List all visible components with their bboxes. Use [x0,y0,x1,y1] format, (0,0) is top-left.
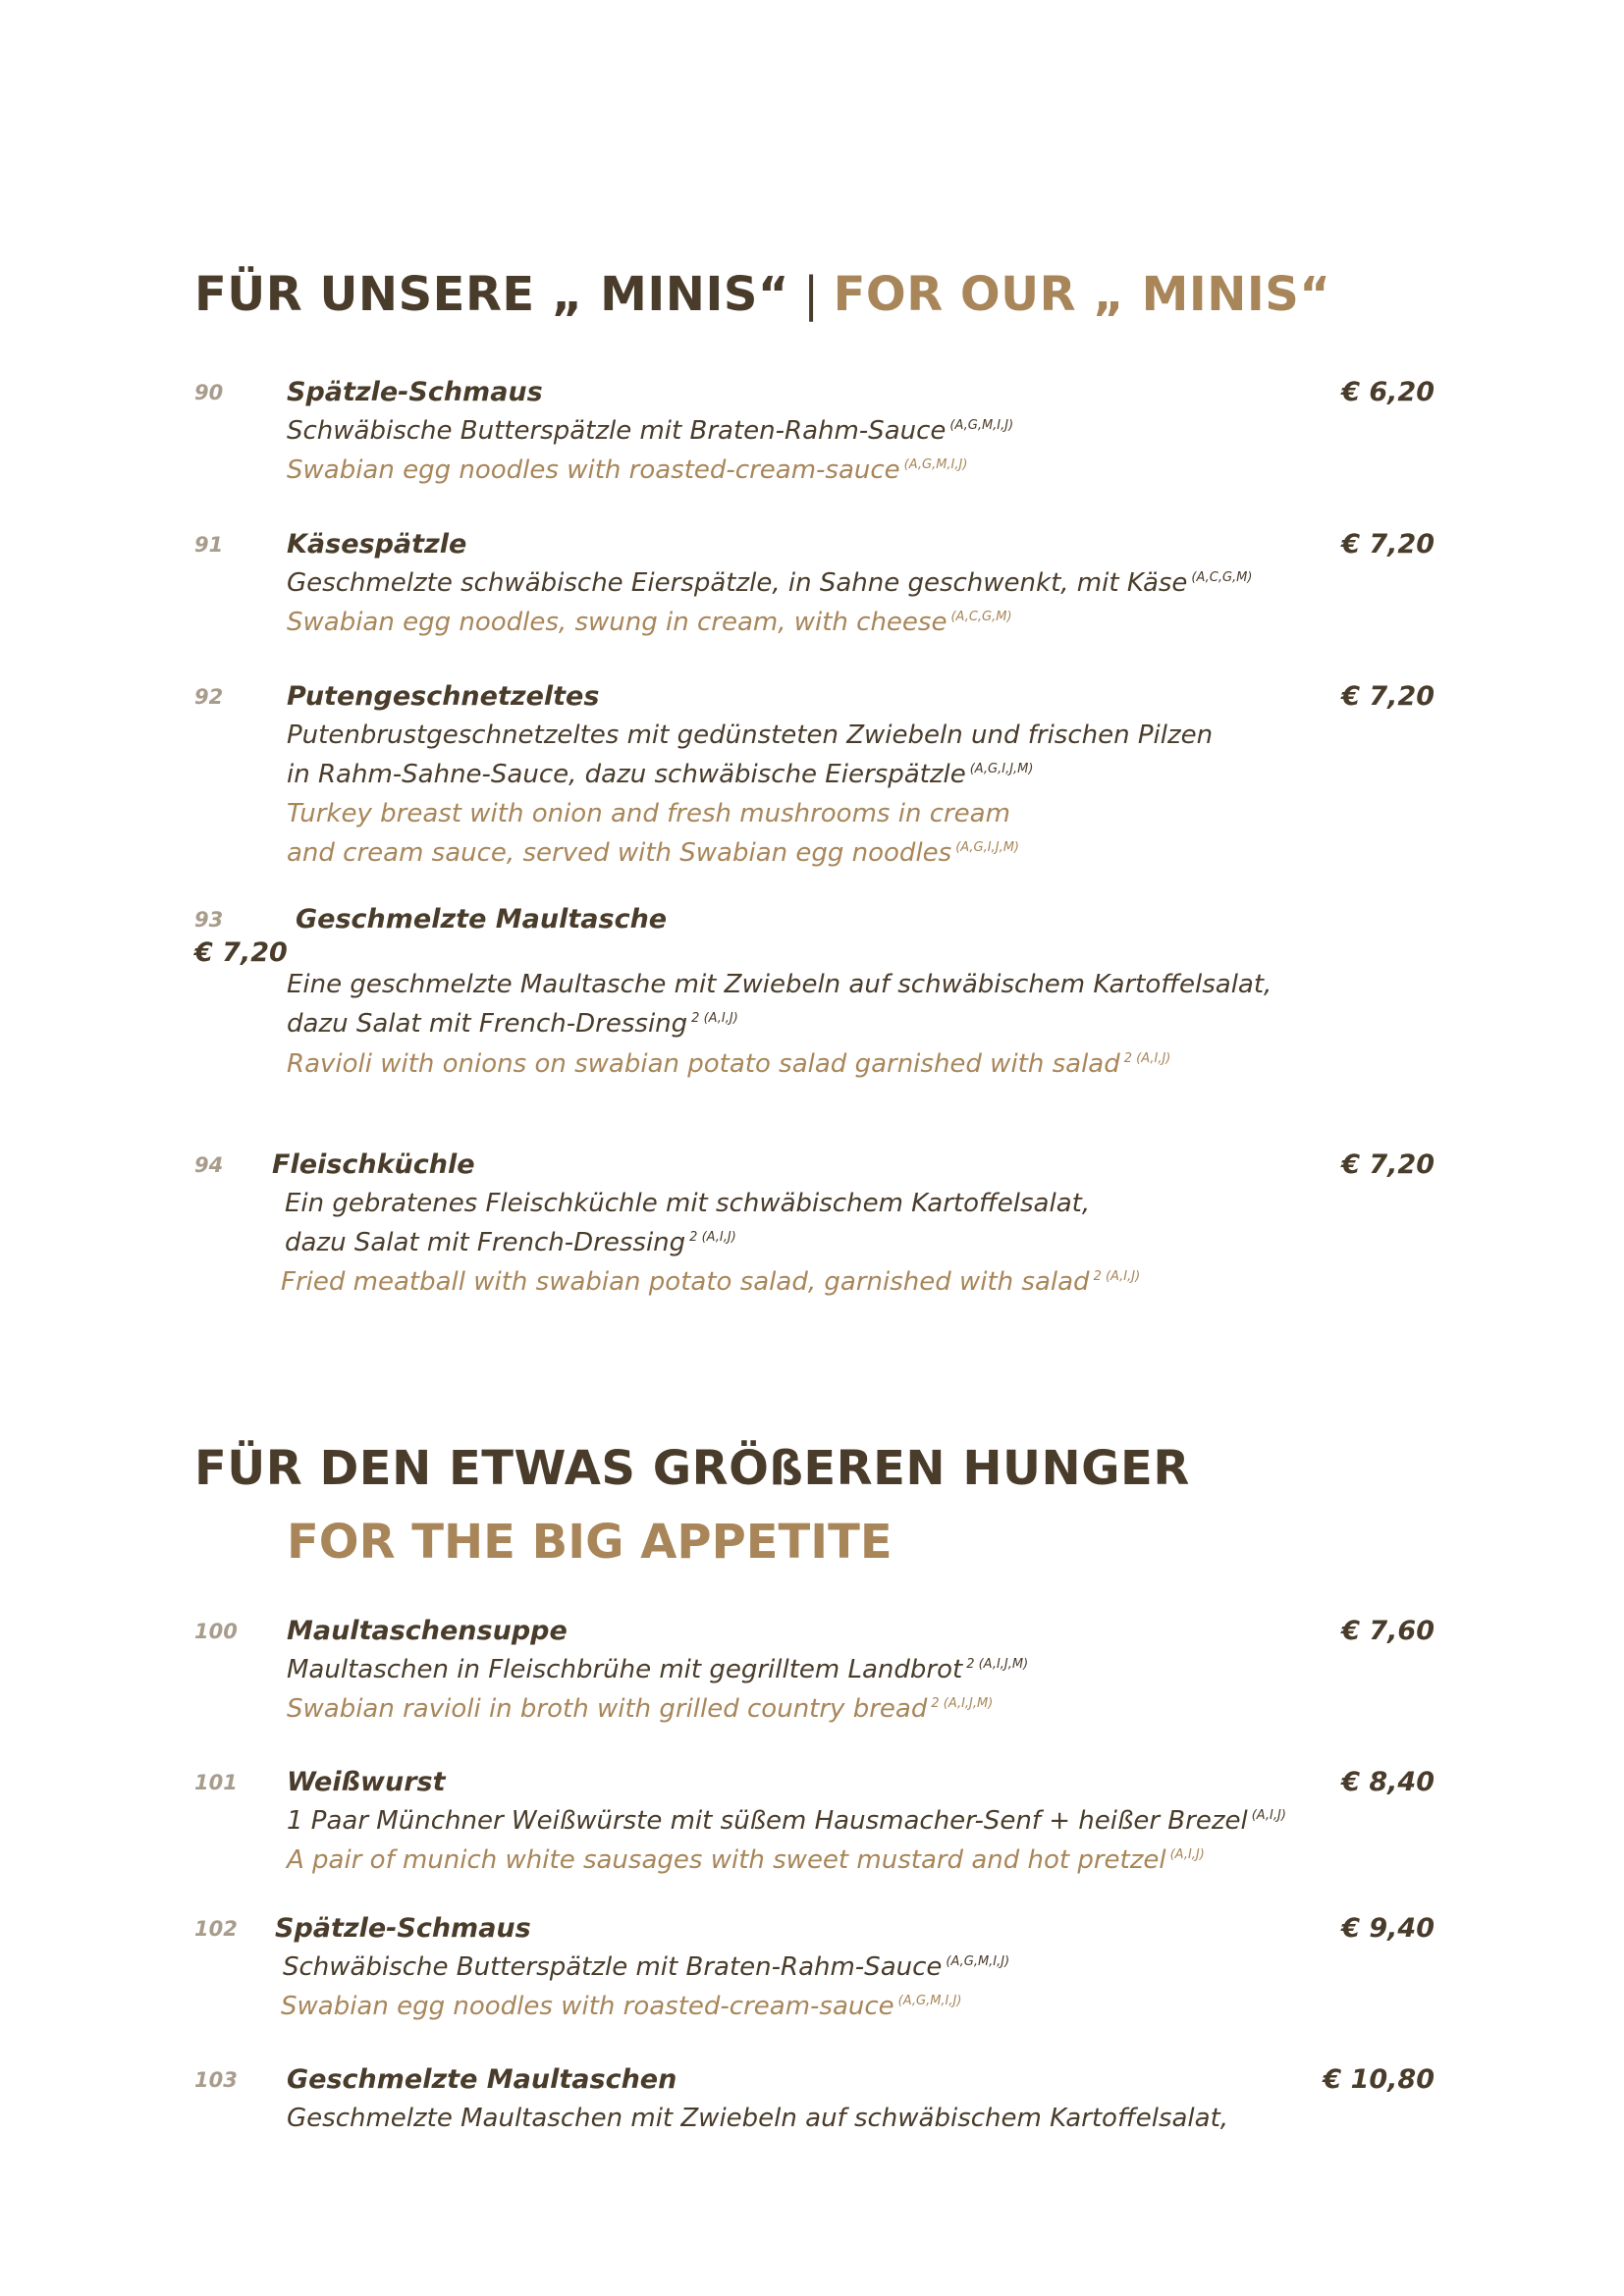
section-title-en: FOR THE BIG APPETITE [287,1515,893,1570]
item-price: € 7,20 [194,937,288,968]
section-title-de: FÜR DEN ETWAS GRÖßEREN HUNGER [194,1441,1190,1496]
item-number: 100 [194,1620,238,1643]
item-title: Spätzle-Schmaus [287,377,543,407]
item-number: 91 [194,533,224,557]
item-description-en: Swabian egg noodles with roasted-cream-sauce $^{(A,G,M,I,J)}$ [287,455,968,485]
item-price: € 7,20 [1341,529,1435,560]
item-description-de: Schwäbische Butterspätzle mit Braten-Rahm-Sauce $^{(A,G,M,I,J)}$ [283,1952,1010,1982]
item-description-de: Ein gebratenes Fleischküchle mit schwäbischem Kartoffelsalat, [285,1189,1091,1218]
item-number: 92 [194,685,224,709]
item-description-en: Swabian ravioli in broth with grilled country bread $^{2 (A,I,J,M)}$ [287,1694,994,1724]
item-description-en: A pair of munich white sausages with sweet mustard and hot pretzel $^{(A,I,J)}$ [287,1845,1205,1875]
item-description-de: Geschmelzte Maultaschen mit Zwiebeln auf schwäbischem Kartoffelsalat, [287,2104,1229,2133]
item-description-de: dazu Salat mit French-Dressing $^{2 (A,I,J)}$ [285,1228,736,1257]
section-title-en: FOR OUR „ MINIS“ [833,267,1331,322]
item-number: 93 [194,908,224,932]
item-description-de: Putenbrustgeschnetzeltes mit gedünsteten Zwiebeln und frischen Pilzen [287,721,1214,750]
item-price: € 7,60 [1341,1616,1435,1646]
heading-separator: | [802,267,820,322]
item-number: 101 [194,1771,238,1794]
item-description-en: Turkey breast with onion and fresh mushrooms in cream [287,799,1010,828]
item-description-en: Swabian egg noodles, swung in cream, with cheese $^{(A,C,G,M)}$ [287,608,1012,637]
item-description-de: Schwäbische Butterspätzle mit Braten-Rahm-Sauce $^{(A,G,M,I,J)}$ [287,416,1014,446]
item-title: Maultaschensuppe [287,1616,568,1646]
item-description-en: and cream sauce, served with Swabian egg noodles $^{(A,G,I,J,M)}$ [287,838,1019,868]
item-price: € 10,80 [1323,2064,1435,2095]
item-price: € 6,20 [1341,377,1435,407]
item-number: 102 [194,1917,238,1941]
item-number: 90 [194,381,224,404]
item-description-de: Geschmelzte schwäbische Eierspätzle, in Sahne geschwenkt, mit Käse $^{(A,C,G,M)}$ [287,568,1253,598]
item-description-de: 1 Paar Münchner Weißwürste mit süßem Hausmacher-Senf + heißer Brezel $^{(A,I,J)}$ [287,1806,1286,1836]
item-description-de: in Rahm-Sahne-Sauce, dazu schwäbische Eierspätzle $^{(A,G,I,J,M)}$ [287,760,1034,789]
item-description-en: Fried meatball with swabian potato salad, garnished with salad $^{2 (A,I,J)}$ [281,1267,1141,1297]
item-title: Putengeschnetzeltes [287,681,600,712]
item-description-de: Maultaschen in Fleischbrühe mit gegrilltem Landbrot $^{2 (A,I,J,M)}$ [287,1655,1029,1684]
item-description-en: Swabian egg noodles with roasted-cream-sauce $^{(A,G,M,I,J)}$ [281,1992,962,2021]
item-description-de: Eine geschmelzte Maultasche mit Zwiebeln auf schwäbischem Kartoffelsalat, [287,970,1272,999]
item-description-de: dazu Salat mit French-Dressing $^{2 (A,I,J)}$ [287,1009,738,1039]
item-number: 103 [194,2068,238,2092]
item-title: Fleischküchle [272,1149,475,1180]
item-description-en: Ravioli with onions on swabian potato salad garnished with salad $^{2 (A,I,J)}$ [287,1049,1171,1079]
item-title: Geschmelzte Maultaschen [287,2064,677,2095]
item-price: € 7,20 [1341,1149,1435,1180]
item-title: Spätzle-Schmaus [275,1913,531,1944]
item-title: Geschmelzte Maultasche [296,904,668,934]
item-price: € 7,20 [1341,681,1435,712]
section-heading-minis [194,267,1330,322]
item-number: 94 [194,1153,224,1177]
item-price: € 8,40 [1341,1767,1435,1797]
item-title: Weißwurst [287,1767,446,1797]
item-title: Käsespätzle [287,529,467,560]
item-price: € 9,40 [1341,1913,1435,1944]
section-heading-big [194,1441,1190,1496]
section-title-de: FÜR UNSERE „ MINIS“ [194,267,789,322]
